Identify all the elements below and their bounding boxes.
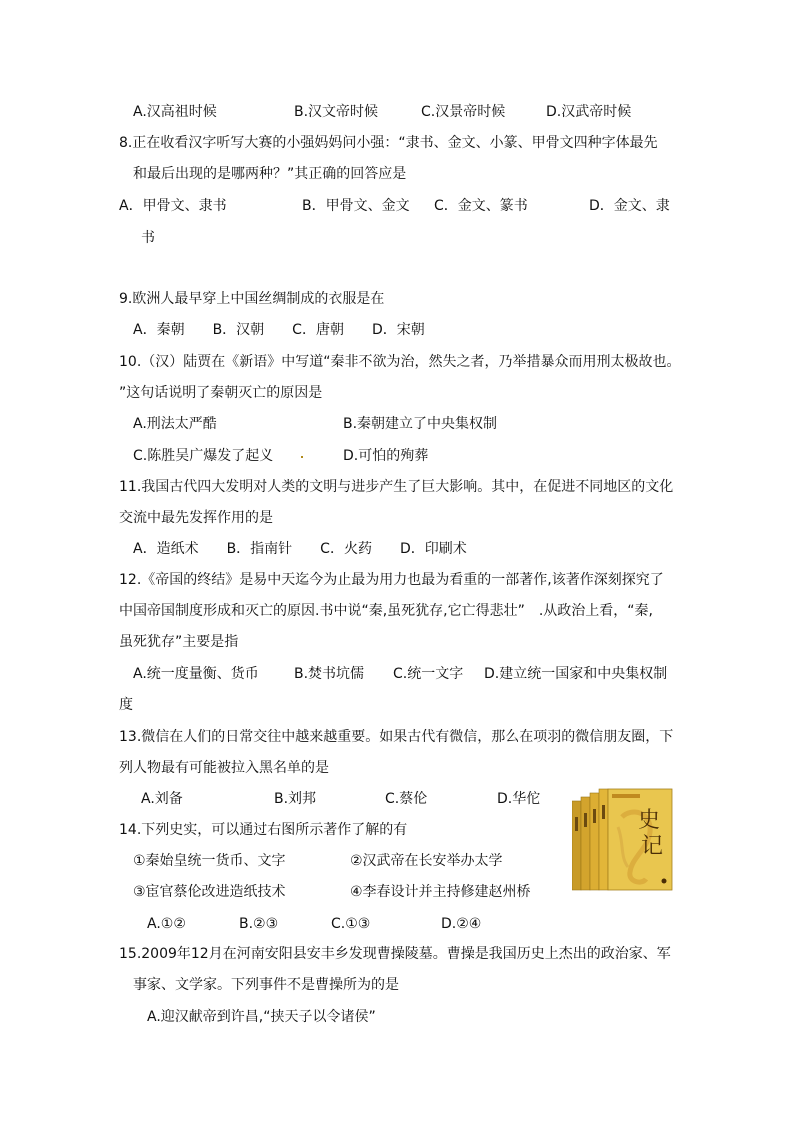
book-spine-1 xyxy=(572,801,581,890)
q7-option-a: A.汉高祖时候 xyxy=(133,104,217,120)
book-cover-title-char-1: 史 xyxy=(637,808,661,833)
q8-stem-line1: 8.正在收看汉字听写大赛的小强妈妈问小强：“隶书、金文、小篆、甲骨文四种字体最先 xyxy=(119,135,658,151)
q10-option-d: D.可怕的殉葬 xyxy=(343,448,429,464)
book-spine-3 xyxy=(590,793,599,890)
q11-stem-line2: 交流中最先发挥作用的是 xyxy=(119,510,273,526)
q13-option-b: B.刘邦 xyxy=(274,791,317,807)
q14-option-c: C.①③ xyxy=(331,916,371,932)
q8-option-d: D．金文、隶 xyxy=(589,198,670,214)
q12-option-a: A.统一度量衡、货币 xyxy=(133,666,259,682)
q11-stem-line1: 11.我国古代四大发明对人类的文明与进步产生了巨大影响。其中，在促进不同地区的文化 xyxy=(119,479,674,495)
shiji-books-image xyxy=(572,787,674,892)
q7-option-d: D.汉武帝时候 xyxy=(546,104,632,120)
q10-option-c: C.陈胜吴广爆发了起义 xyxy=(133,448,274,464)
q13-stem-line1: 13.微信在人们的日常交往中越来越重要。如果古代有微信，那么在项羽的微信朋友圈，下 xyxy=(119,729,674,745)
book-spine-4 xyxy=(599,789,608,890)
q7-option-c: C.汉景帝时候 xyxy=(421,104,506,120)
q12-stem-line2: 中国帝国制度形成和灭亡的原因.书中说“秦,虽死犹存,它亡得悲壮” .从政治上看，“秦, xyxy=(119,603,654,619)
q13-option-a: A.刘备 xyxy=(141,791,183,807)
book-cover-title-char-2: 记 xyxy=(640,834,664,859)
q14-stem: 14.下列史实，可以通过右图所示著作了解的有 xyxy=(119,822,408,838)
q12-stem-line3: 虽死犹存”主要是指 xyxy=(119,634,239,650)
q13-stem-line2: 列人物最有可能被拉入黑名单的是 xyxy=(119,760,329,776)
q14-item-1: ①秦始皇统一货币、文字 xyxy=(133,853,286,869)
q14-item-4: ④李春设计并主持修建赵州桥 xyxy=(350,884,531,900)
q8-option-b: B．甲骨文、金文 xyxy=(302,198,410,214)
q13-option-c: C.蔡伦 xyxy=(385,791,428,807)
q8-option-c: C．金文、篆书 xyxy=(434,198,528,214)
q15-stem-line1: 15.2009年12月在河南安阳县安丰乡发现曹操陵墓。曹操是我国历史上杰出的政治家、军 xyxy=(119,946,671,962)
q13-option-d: D.华佗 xyxy=(497,791,541,807)
q14-item-3: ③宦官蔡伦改进造纸技术 xyxy=(133,884,286,900)
book-spine-2 xyxy=(581,797,590,890)
q8-option-a: A．甲骨文、隶书 xyxy=(119,198,227,214)
q10-option-b: B.秦朝建立了中央集权制 xyxy=(343,416,498,432)
q11-options: A．造纸术 B．指南针 C．火药 D．印刷术 xyxy=(133,541,467,557)
q10-stem-line2: ”这句话说明了秦朝灭亡的原因是 xyxy=(119,385,323,401)
q12-option-d: D.建立统一国家和中央集权制 xyxy=(484,666,668,682)
q14-option-a: A.①② xyxy=(147,916,186,932)
q14-item-2: ②汉武帝在长安举办太学 xyxy=(350,853,503,869)
q12-option-b: B.焚书坑儒 xyxy=(294,666,365,682)
q12-stem-line1: 12.《帝国的终结》是易中天迄今为止最为用力也最为看重的一部著作,该著作深刻探究了 xyxy=(119,572,664,588)
q10-stem-line1: 10.（汉）陆贾在《新语》中写道“秦非不欲为治，然失之者，乃举措暴众而用刑太极故也。 xyxy=(119,354,681,370)
q8-stem-line2: 和最后出现的是哪两种？”其正确的回答应是 xyxy=(133,166,407,182)
q15-stem-line2: 事家、文学家。下列事件不是曹操所为的是 xyxy=(133,977,399,993)
q9-options: A．秦朝 B．汉朝 C．唐朝 D．宋朝 xyxy=(133,322,425,338)
q12-option-c: C.统一文字 xyxy=(393,666,464,682)
q14-option-d: D.②④ xyxy=(441,916,482,932)
q15-option-a: A.迎汉献帝到许昌,“挟天子以令诸侯” xyxy=(147,1009,376,1025)
q10-option-a: A.刑法太严酷 xyxy=(133,416,217,432)
q8-option-d-continued: 书 xyxy=(141,230,155,246)
q7-option-b: B.汉文帝时候 xyxy=(294,104,379,120)
q9-stem: 9.欧洲人最早穿上中国丝绸制成的衣服是在 xyxy=(119,291,385,307)
q12-option-d-continued: 度 xyxy=(119,697,133,713)
q14-option-b: B.②③ xyxy=(239,916,279,932)
stray-mark xyxy=(301,456,303,458)
